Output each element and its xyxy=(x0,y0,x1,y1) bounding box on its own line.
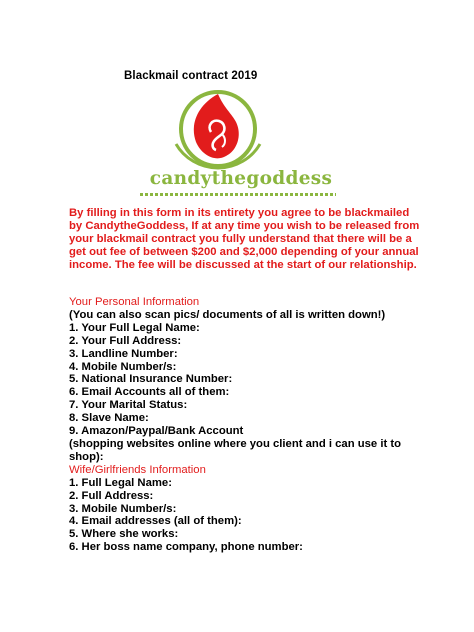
personal-item-3: 3. Landline Number: xyxy=(69,347,178,360)
personal-item-6: 6. Email Accounts all of them: xyxy=(69,386,230,399)
partner-item-2: 2. Full Address: xyxy=(69,489,154,502)
personal-item-4: 4. Mobile Number/s: xyxy=(69,360,177,373)
personal-item-5: 5. National Insurance Number: xyxy=(69,373,233,386)
personal-item-1: 1. Your Full Legal Name: xyxy=(69,321,200,334)
personal-item-2: 2. Your Full Address: xyxy=(69,334,182,347)
partner-item-4: 4. Email addresses (all of them): xyxy=(69,515,242,528)
brand-name: candythegoddess xyxy=(149,168,333,189)
personal-info-note: (You can also scan pics/ documents of all is written down!) xyxy=(69,308,386,321)
partner-item-1: 1. Full Legal Name: xyxy=(69,476,172,489)
partner-item-6: 6. Her boss name company, phone number: xyxy=(69,541,303,554)
document-title: Blackmail contract 2019 xyxy=(124,70,258,82)
personal-item-8: 8. Slave Name: xyxy=(69,412,149,425)
personal-item-9: 9. Amazon/Paypal/Bank Account xyxy=(69,425,244,438)
personal-item-7: 7. Your Marital Status: xyxy=(69,399,188,412)
personal-info-heading: Your Personal Information xyxy=(69,296,200,308)
brand-underline xyxy=(140,193,336,196)
partner-item-5: 5. Where she works: xyxy=(69,528,179,541)
partner-item-3: 3. Mobile Number/s: xyxy=(69,502,177,515)
personal-info-section xyxy=(69,296,421,554)
contract-warning: By filling in this form in its entirety you agree to be blackmailed by CandytheGoddess, If at any time you wish to be released from your blackmail contract you fully understand that there will be a get out fee of between $200 and $2,000 depending of your annual income. The fee will be discussed at the start of our relationship. xyxy=(69,207,420,272)
shopping-note: (shopping websites online where you client and i can use it to shop): xyxy=(69,437,402,463)
partner-info-heading: Wife/Girlfriends Information xyxy=(69,463,206,476)
flame-drop-logo-icon xyxy=(166,86,270,172)
